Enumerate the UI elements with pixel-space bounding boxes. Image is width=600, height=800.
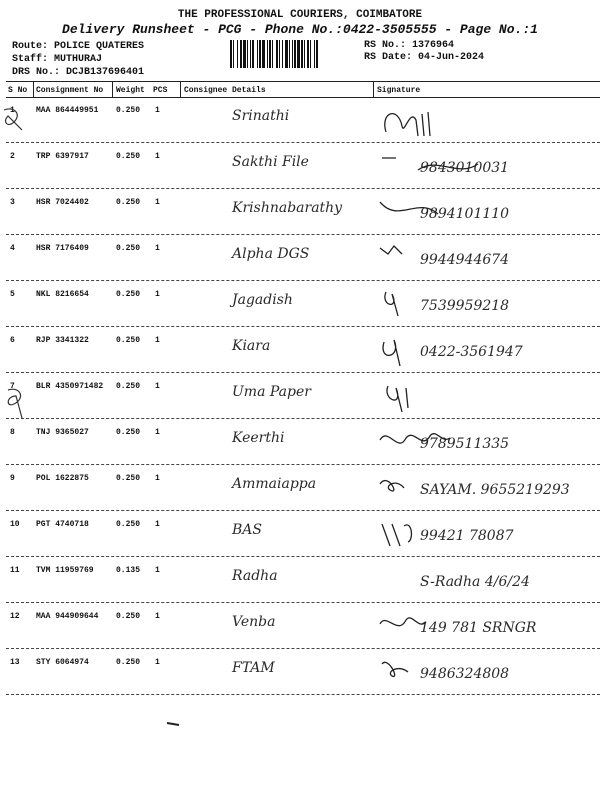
barcode-bar [314,40,315,68]
row-sno: 11 [10,566,20,575]
row-sno: 3 [10,198,15,207]
table-row [0,560,600,606]
row-signature-text: 7539959218 [420,298,510,314]
row-consignee: FTAM [232,660,275,676]
row-weight: 0.250 [116,520,141,529]
column-divider [180,81,181,98]
signature-scribble [378,332,498,372]
row-pcs: 1 [155,658,160,667]
row-separator [6,556,600,557]
row-pcs: 1 [155,428,160,437]
column-header-signature: Signature [377,86,421,95]
row-weight: 0.250 [116,612,141,621]
barcode-bar [252,40,254,68]
row-separator [6,142,600,143]
barcode-bar [297,40,300,68]
table-row [0,192,600,238]
table-row [0,376,600,422]
row-consignee: Jagadish [232,292,293,308]
row-consignment-no: POL 1622875 [36,474,89,483]
row-weight: 0.250 [116,198,141,207]
barcode-bar [247,40,248,68]
signature-scribble [378,424,498,464]
row-sno: 8 [10,428,15,437]
runsheet-title: Delivery Runsheet - PCG - Phone No.:0422-3505555 - Page No.:1 [62,22,538,37]
row-weight: 0.135 [116,566,141,575]
row-signature-text: 9944944674 [420,252,510,268]
row-weight: 0.250 [116,106,141,115]
row-consignment-no: BLR 4350971482 [36,382,104,391]
rs-no-label: RS No.: [364,40,407,51]
row-pcs: 1 [155,290,160,299]
row-consignment-no: MAA 944909644 [36,612,99,621]
table-row [0,330,600,376]
pen-mark-icon [2,386,30,420]
row-separator [6,510,600,511]
barcode-bar [237,40,238,68]
barcode-bar [240,40,242,68]
row-pcs: 1 [155,106,160,115]
row-separator [6,234,600,235]
row-pcs: 1 [155,612,160,621]
row-separator [6,694,600,695]
barcode-bar [310,40,311,68]
row-separator [6,418,600,419]
table-row [0,514,600,560]
drs-line [12,67,144,78]
signature-scribble [378,470,498,510]
rs-date-line [364,52,484,63]
barcode-bar [294,40,296,68]
row-pcs: 1 [155,566,160,575]
row-consignment-no: PGT 4740718 [36,520,89,529]
row-pcs: 1 [155,244,160,253]
row-signature-text: 9789511335 [420,436,510,452]
row-weight: 0.250 [116,336,141,345]
row-signature-text: 149 781 SRNGR [420,620,537,636]
barcode-bar [307,40,309,68]
row-consignee: BAS [232,522,262,538]
barcode-bar [257,40,258,68]
table-row [0,284,600,330]
row-signature-text: 9894101110 [420,206,510,222]
row-pcs: 1 [155,198,160,207]
table-row [0,422,600,468]
staff-value: MUTHURAJ [54,54,103,65]
barcode-bar [279,40,280,68]
row-pcs: 1 [155,474,160,483]
barcode-bar [262,40,265,68]
row-consignment-no: RJP 3341322 [36,336,89,345]
row-separator [6,372,600,373]
table-row [0,100,600,146]
row-signature-text: 99421 78087 [420,528,514,544]
row-consignment-no: STY 6064974 [36,658,89,667]
row-consignee: Alpha DGS [232,246,310,262]
row-separator [6,602,600,603]
signature-scribble [378,148,498,188]
company-name: THE PROFESSIONAL COURIERS, COIMBATORE [177,9,423,21]
row-weight: 0.250 [116,474,141,483]
row-separator [6,648,600,649]
row-pcs: 1 [155,382,160,391]
row-weight: 0.250 [116,244,141,253]
row-consignment-no: HSR 7024402 [36,198,89,207]
row-consignment-no: HSR 7176409 [36,244,89,253]
row-weight: 0.250 [116,152,141,161]
route-label: Route: [12,41,49,52]
row-sno: 1 [10,106,15,115]
barcode-bar [230,40,232,68]
row-signature-text: S-Radha 4/6/24 [420,574,530,590]
route-value: POLICE QUATERES [54,41,145,52]
barcode-bar [301,40,303,68]
row-signature-text: SAYAM. 9655219293 [420,482,570,498]
row-consignee: Venba [232,614,276,630]
row-consignee: Uma Paper [232,384,311,400]
row-pcs: 1 [155,520,160,529]
row-consignment-no: MAA 864449951 [36,106,99,115]
signature-scribble [378,194,498,234]
row-consignee: Kiara [232,338,271,354]
column-header-consignee: Consignee Details [184,86,266,95]
row-consignee: Ammaiappa [232,476,317,492]
pen-mark-icon [165,720,183,728]
signature-scribble [378,240,498,280]
row-sno: 2 [10,152,15,161]
row-weight: 0.250 [116,428,141,437]
row-sno: 7 [10,382,15,391]
column-header-pcs: PCS [153,86,168,95]
column-divider [33,81,34,98]
barcode-bar [272,40,273,68]
barcode-bar [269,40,271,68]
barcode-bar [304,40,305,68]
route-line [12,41,144,52]
row-consignment-no: TNJ 9365027 [36,428,89,437]
row-consignment-no: NKL 8216654 [36,290,89,299]
rs-date-value: 04-Jun-2024 [418,52,485,63]
row-consignment-no: TVM 11959769 [36,566,94,575]
staff-line [12,54,102,65]
signature-scribble [378,286,498,326]
row-sno: 6 [10,336,15,345]
signature-scribble [378,654,498,694]
barcode-bar [285,40,288,68]
row-consignee: Keerthi [232,430,285,446]
row-separator [6,464,600,465]
barcode-bar [316,40,318,68]
signature-scribble [378,378,498,418]
row-weight: 0.250 [116,290,141,299]
barcode-bar [259,40,261,68]
row-pcs: 1 [155,336,160,345]
barcode-bar [233,40,234,68]
row-signature-text: 9486324808 [420,666,510,682]
row-weight: 0.250 [116,658,141,667]
row-consignment-no: TRP 6397917 [36,152,89,161]
row-sno: 10 [10,520,20,529]
row-consignee: Sakthi File [232,154,309,170]
table-row [0,468,600,514]
table-row [0,238,600,284]
barcode-image [230,40,356,68]
barcode-bar [276,40,278,68]
signature-scribble [378,516,498,556]
row-sno: 5 [10,290,15,299]
table-top-border [6,81,600,82]
column-header-weight: Weight [116,86,145,95]
row-sno: 13 [10,658,20,667]
drs-label: DRS No.: [12,67,61,78]
table-row [0,652,600,698]
table-header-border [6,97,600,98]
row-separator [6,188,600,189]
row-consignee: Krishnabarathy [232,200,343,216]
row-signature-text: 0422-3561947 [420,344,523,360]
rs-no-value: 1376964 [412,40,455,51]
row-separator [6,326,600,327]
barcode-bar [289,40,290,68]
pen-mark-icon [0,104,30,132]
column-header-sno: S No [8,86,28,95]
row-consignee: Srinathi [232,108,290,124]
row-consignee: Radha [232,568,278,584]
row-sno: 12 [10,612,20,621]
signature-scribble [378,102,498,142]
row-separator [6,280,600,281]
rs-no-line [364,40,454,51]
barcode-bar [243,40,246,68]
barcode-bar [267,40,268,68]
column-divider [112,81,113,98]
row-sno: 4 [10,244,15,253]
barcode-bar [292,40,293,68]
row-pcs: 1 [155,152,160,161]
signature-scribble [378,608,498,648]
column-header-consignment: Consignment No [36,86,104,95]
row-signature-text: 9843010031 [420,160,510,176]
rs-date-label: RS Date: [364,52,413,63]
table-row [0,606,600,652]
row-sno: 9 [10,474,15,483]
column-divider [373,81,374,98]
barcode-bar [250,40,251,68]
table-row [0,146,600,192]
row-weight: 0.250 [116,382,141,391]
barcode-bar [282,40,283,68]
staff-label: Staff: [12,54,49,65]
drs-value: DCJB137696401 [66,67,145,78]
